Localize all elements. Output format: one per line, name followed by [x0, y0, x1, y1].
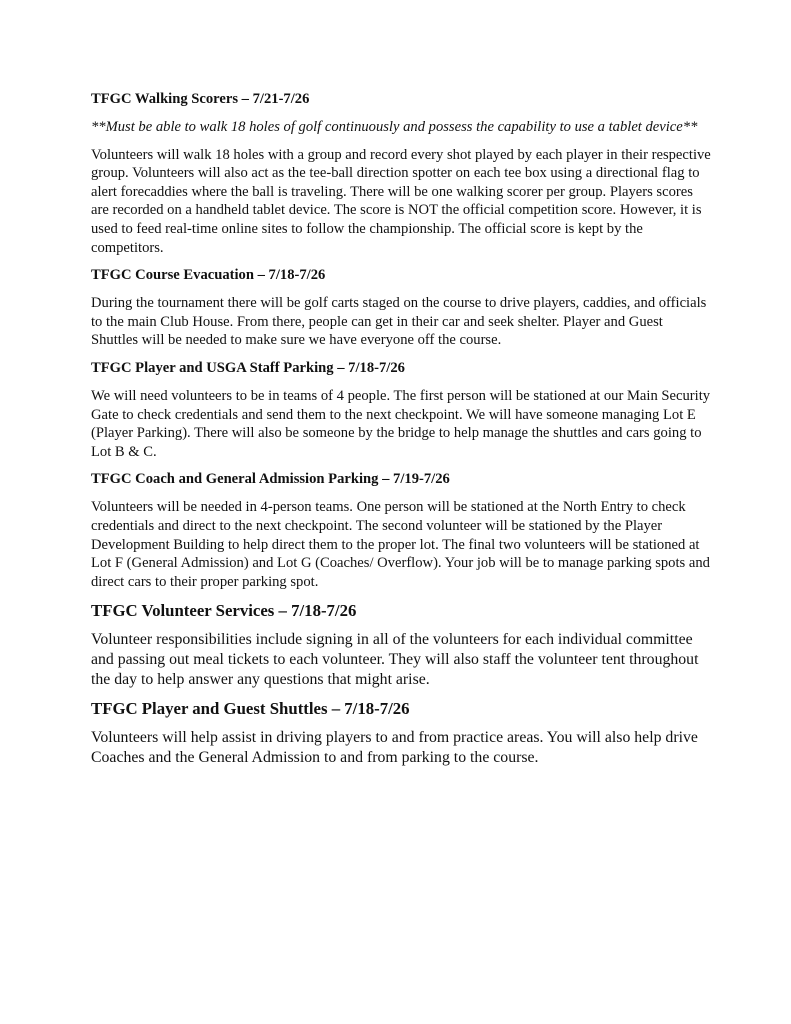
section-heading: TFGC Volunteer Services – 7/18-7/26 — [91, 601, 357, 621]
section-requirement-note: **Must be able to walk 18 holes of golf continuously and possess the capability to use a tablet device** — [91, 119, 698, 135]
section-player-staff-parking — [91, 359, 711, 461]
section-body: Volunteer responsibilities include signing in all of the volunteers for each individual committee and passing out meal tickets to each volunteer. They will also staff the volunteer tent throughout the day to help answer any questions that might arise. — [91, 631, 699, 689]
section-walking-scorers — [91, 90, 711, 257]
document-page — [91, 90, 711, 776]
section-volunteer-services — [91, 600, 711, 690]
section-heading: TFGC Player and USGA Staff Parking – 7/18-7/26 — [91, 359, 405, 376]
section-heading: TFGC Course Evacuation – 7/18-7/26 — [91, 267, 326, 284]
section-heading: TFGC Player and Guest Shuttles – 7/18-7/26 — [91, 699, 410, 719]
section-body: Volunteers will be needed in 4-person teams. One person will be stationed at the North Entry to check credentials and direct to the next checkpoint. The second volunteer will be stationed by the Player Development Building to help direct them to the proper lot. The final two volunteers will be stationed at Lot F (General Admission) and Lot G (Coaches/ Overflow). Your job will be to manage parking spots and direct cars to their proper parking spot. — [91, 499, 710, 590]
section-course-evacuation — [91, 266, 711, 350]
section-heading: TFGC Walking Scorers – 7/21-7/26 — [91, 91, 310, 107]
section-heading: TFGC Coach and General Admission Parking – 7/19-7/26 — [91, 471, 450, 488]
section-player-guest-shuttles — [91, 698, 711, 768]
section-body: We will need volunteers to be in teams of 4 people. The first person will be stationed at our Main Security Gate to check credentials and send them to the next checkpoint. We will have someone managing Lot E (Player Parking). There will also be someone by the bridge to help manage the shuttles and cars going to Lot B & C. — [91, 387, 711, 460]
section-body: Volunteers will walk 18 holes with a group and record every shot played by each player in their respective group. Volunteers will also act as the tee-ball direction spotter on each tee box using a directional flag to alert forecaddies where the ball is traveling. There will be one walking scorer per group. Players scores are recorded on a handheld tablet device. The score is NOT the official competition score. However, it is used to feed real-time online sites to follow the championship. The official score is kept by the competitors. — [91, 146, 711, 256]
section-body: Volunteers will help assist in driving players to and from practice areas. You will also help drive Coaches and the General Admission to and from parking to the course. — [91, 729, 698, 767]
section-coach-ga-parking — [91, 470, 711, 591]
section-body: During the tournament there will be golf carts staged on the course to drive players, caddies, and officials to the main Club House. From there, people can get in their car and seek shelter. Player and Guest Shuttles will be needed to make sure we have everyone off the course. — [91, 295, 707, 349]
